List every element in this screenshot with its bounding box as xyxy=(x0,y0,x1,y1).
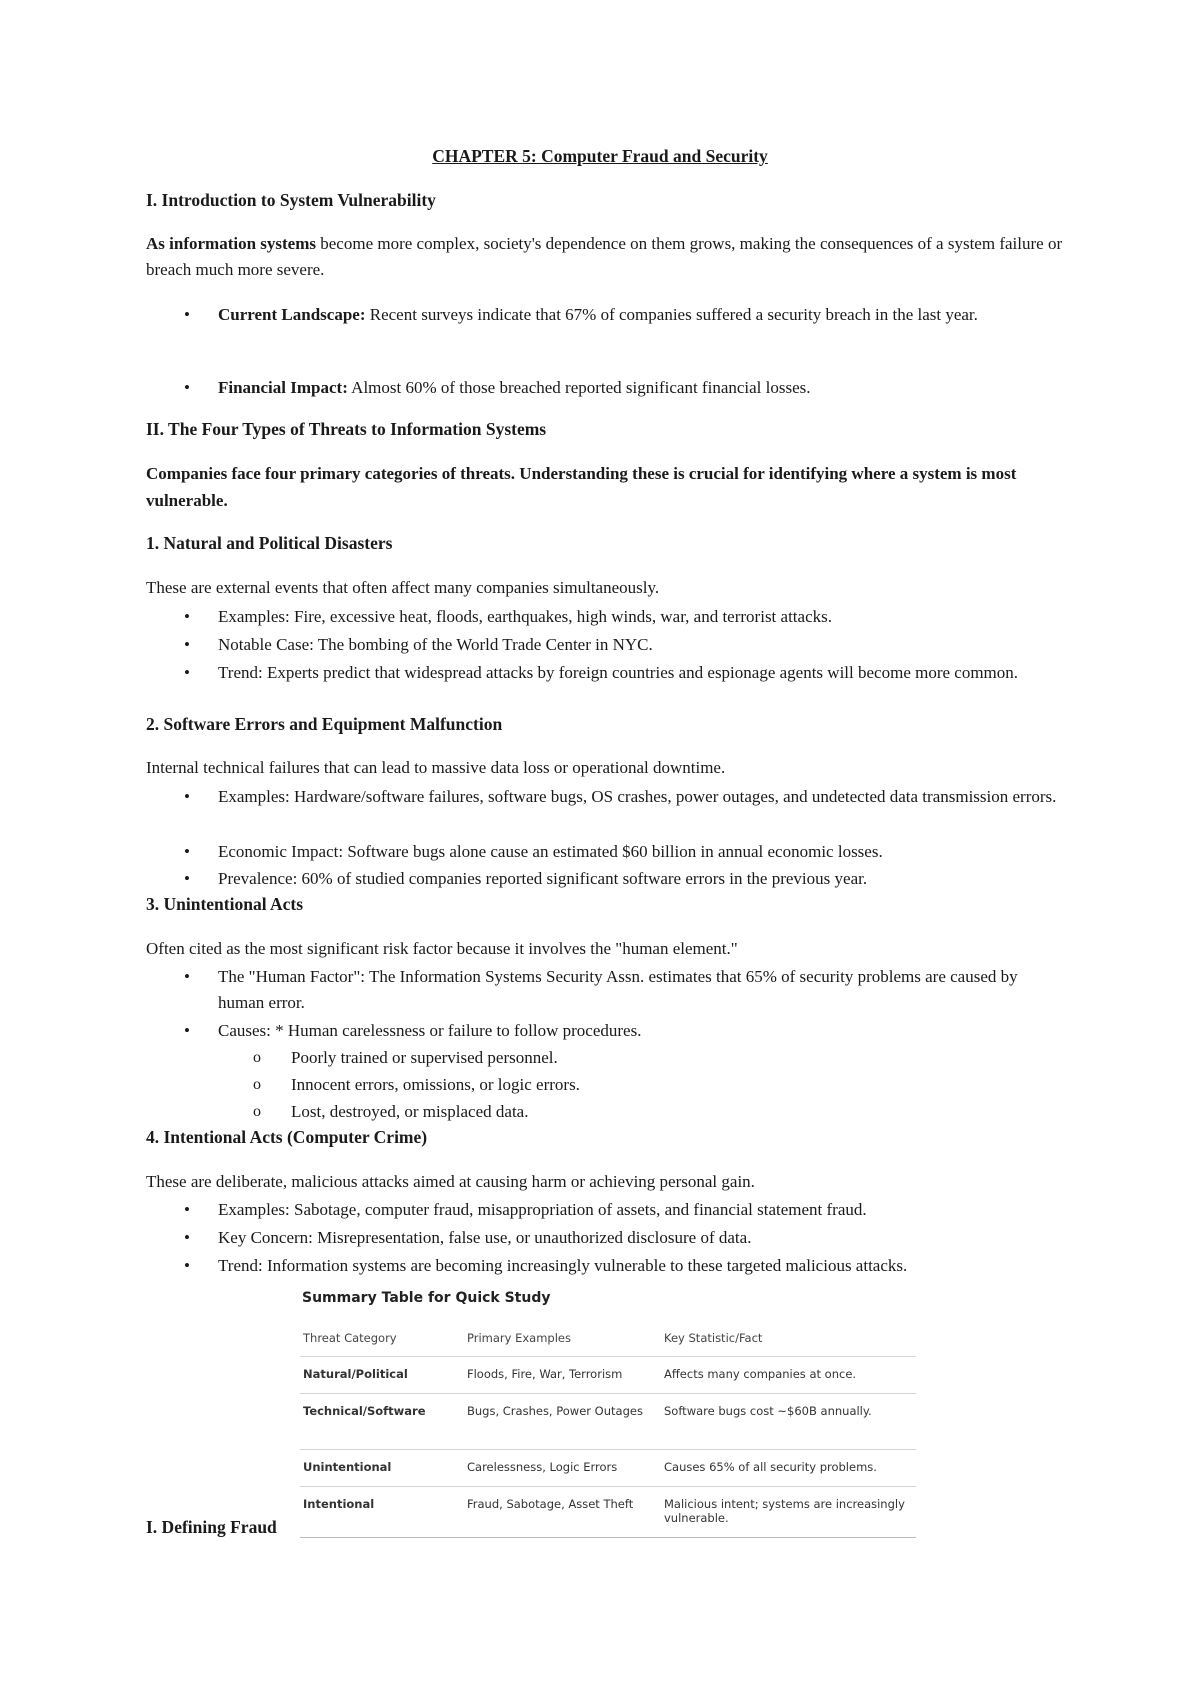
list-item: • Examples: Fire, excessive heat, floods, earthquakes, high winds, war, and terrorist attacks. xyxy=(218,604,1068,630)
section-heading-defining-fraud: I. Defining Fraud xyxy=(146,1517,277,1537)
column-header: Primary Examples xyxy=(467,1331,571,1345)
list-item-current-landscape xyxy=(218,302,1068,328)
table-cell: Intentional xyxy=(303,1497,375,1511)
threat-intro: These are external events that often affect many companies simultaneously. xyxy=(146,578,660,597)
table-cell: Carelessness, Logic Errors xyxy=(467,1460,618,1474)
list-item: • Key Concern: Misrepresentation, false use, or unauthorized disclosure of data. xyxy=(218,1225,1068,1251)
summary-table xyxy=(300,1320,916,1538)
threat-intro: Internal technical failures that can lead to massive data loss or operational downtime. xyxy=(146,758,726,777)
table-row xyxy=(300,1357,916,1394)
sub-list-item: o Poorly trained or supervised personnel. xyxy=(291,1045,1051,1071)
sub-list-item: o Innocent errors, omissions, or logic errors. xyxy=(291,1072,1051,1098)
sub-list-item: o Lost, destroyed, or misplaced data. xyxy=(291,1099,1051,1125)
threat-heading-natural: 1. Natural and Political Disasters xyxy=(146,533,393,553)
intro-paragraph xyxy=(146,231,1066,283)
threat-intro: Often cited as the most significant risk factor because it involves the "human element." xyxy=(146,939,738,958)
bullet-text: Almost 60% of those breached reported significant financial losses. xyxy=(347,378,811,397)
section-heading-introduction: I. Introduction to System Vulnerability xyxy=(146,190,436,210)
table-cell: Technical/Software xyxy=(303,1404,426,1418)
table-cell: Unintentional xyxy=(303,1460,392,1474)
bullet-label: Financial Impact: xyxy=(218,378,348,397)
list-item-financial-impact xyxy=(218,375,1068,401)
chapter-title: CHAPTER 5: Computer Fraud and Security xyxy=(432,146,768,166)
table-row xyxy=(300,1450,916,1487)
table-cell: Natural/Political xyxy=(303,1367,408,1381)
table-cell: Affects many companies at once. xyxy=(664,1367,857,1381)
list-item: • Causes: * Human carelessness or failure to follow procedures. xyxy=(218,1018,1068,1044)
table-cell: Floods, Fire, War, Terrorism xyxy=(467,1367,623,1381)
list-item: • Notable Case: The bombing of the World Trade Center in NYC. xyxy=(218,632,1068,658)
table-header-row xyxy=(300,1320,916,1357)
list-item: • Examples: Sabotage, computer fraud, misappropriation of assets, and financial statement fraud. xyxy=(218,1197,1068,1223)
list-item: • The "Human Factor": The Information Systems Security Assn. estimates that 65% of security problems are caused by human error. xyxy=(218,964,1068,1016)
column-header: Key Statistic/Fact xyxy=(664,1331,763,1345)
threat-heading-intentional: 4. Intentional Acts (Computer Crime) xyxy=(146,1127,428,1147)
table-row xyxy=(300,1394,916,1450)
threats-intro-paragraph: Companies face four primary categories of threats. Understanding these is crucial for identifying where a system is most vulnerable. xyxy=(146,464,1017,510)
table-cell: Fraud, Sabotage, Asset Theft xyxy=(467,1497,634,1511)
list-item: • Prevalence: 60% of studied companies reported significant software errors in the previous year. xyxy=(218,866,1068,892)
threat-heading-unintentional: 3. Unintentional Acts xyxy=(146,894,304,914)
intro-bold-lead: As information systems xyxy=(146,234,316,253)
table-cell: Software bugs cost ~$60B annually. xyxy=(664,1404,872,1418)
threat-heading-software: 2. Software Errors and Equipment Malfunction xyxy=(146,714,503,734)
threat-intro: These are deliberate, malicious attacks aimed at causing harm or achieving personal gain. xyxy=(146,1172,755,1191)
intro-text: become more complex, society's dependence on them grows, making the consequences of a system failure or breach much more severe. xyxy=(146,234,1063,279)
bullet-text: Recent surveys indicate that 67% of companies suffered a security breach in the last year. xyxy=(365,305,978,324)
list-item: • Examples: Hardware/software failures, software bugs, OS crashes, power outages, and undetected data transmission errors. xyxy=(218,784,1068,810)
list-item: • Trend: Experts predict that widespread attacks by foreign countries and espionage agents will become more common. xyxy=(218,660,1068,686)
summary-table-title: Summary Table for Quick Study xyxy=(302,1290,551,1306)
list-item: • Economic Impact: Software bugs alone cause an estimated $60 billion in annual economic losses. xyxy=(218,839,1068,865)
table-cell: Malicious intent; systems are increasingly vulnerable. xyxy=(664,1497,905,1525)
table-cell: Causes 65% of all security problems. xyxy=(664,1460,877,1474)
table-row xyxy=(300,1487,916,1538)
column-header: Threat Category xyxy=(303,1331,397,1345)
table-cell: Bugs, Crashes, Power Outages xyxy=(467,1404,643,1418)
bullet-label: Current Landscape: xyxy=(218,305,366,324)
list-item: • Trend: Information systems are becoming increasingly vulnerable to these targeted malicious attacks. xyxy=(218,1253,1068,1279)
section-heading-four-threats: II. The Four Types of Threats to Information Systems xyxy=(146,419,547,439)
